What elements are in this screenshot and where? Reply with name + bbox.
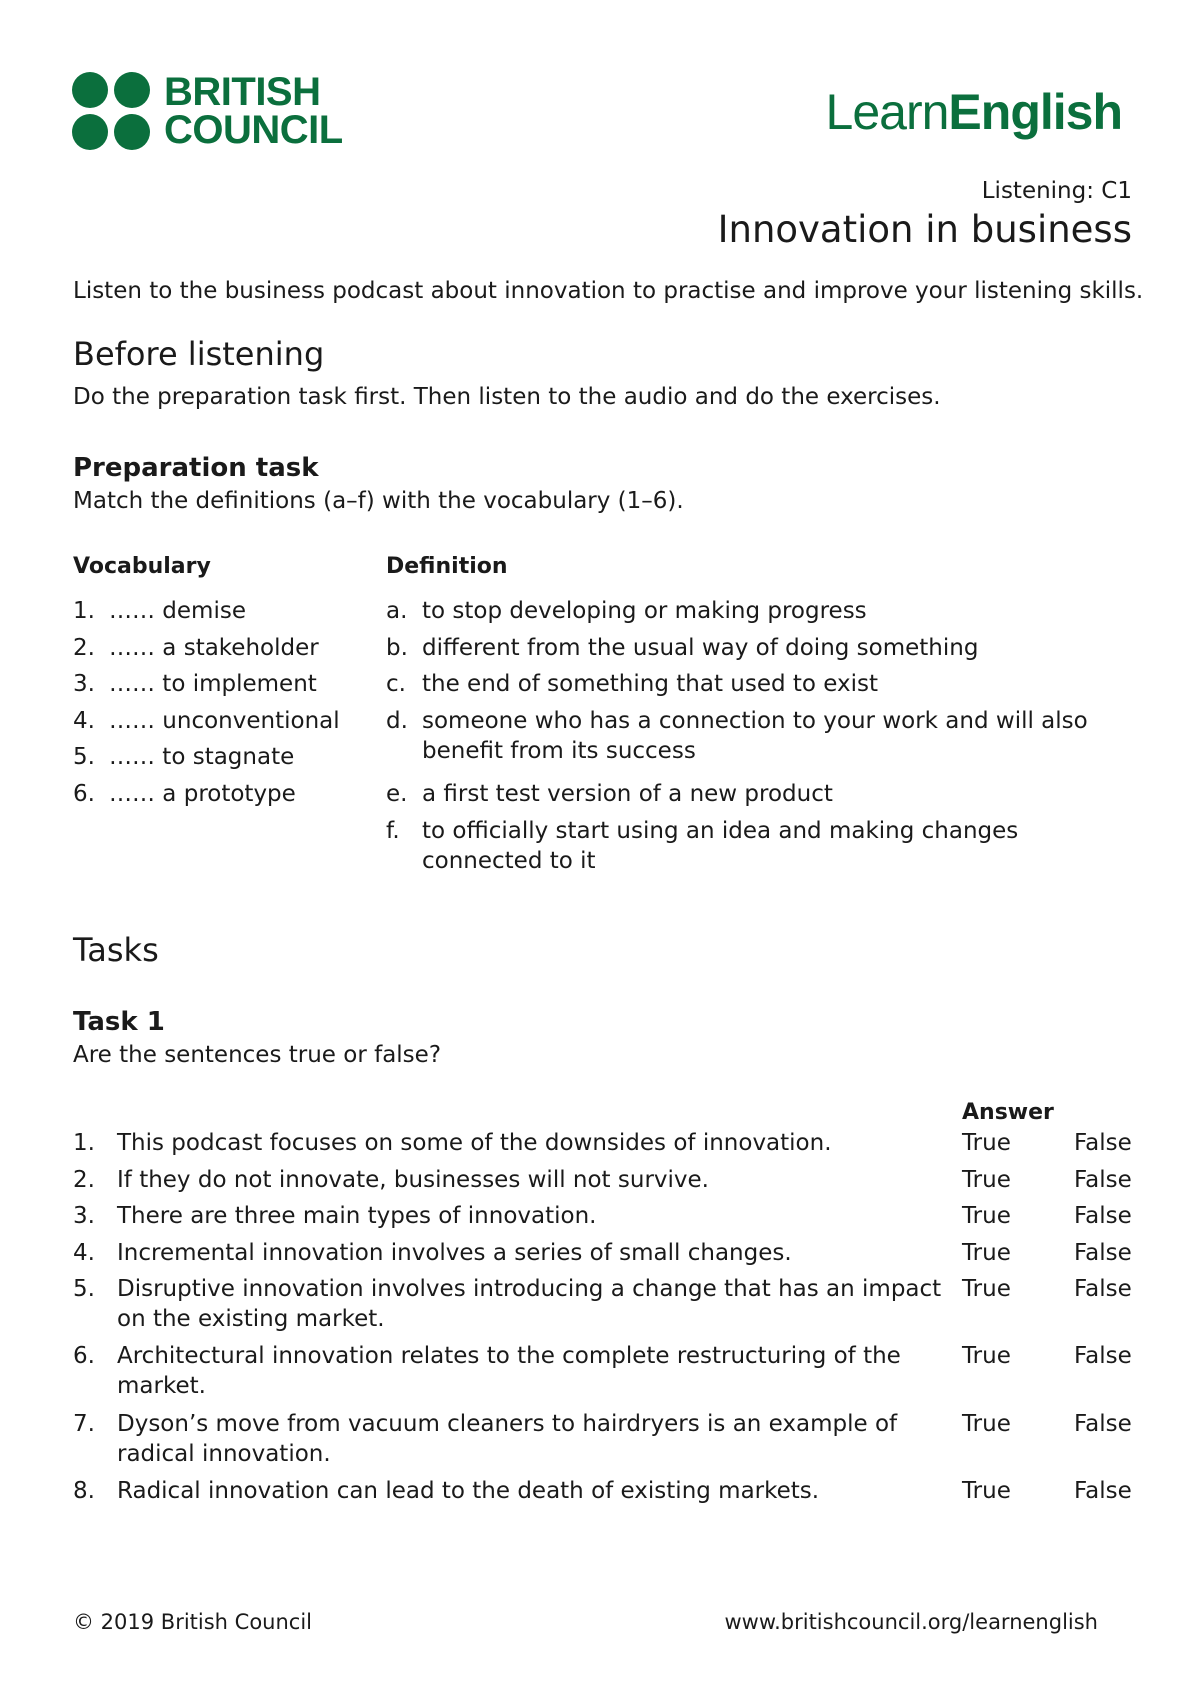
false-option[interactable]: False — [1074, 1478, 1132, 1504]
false-option[interactable]: False — [1074, 1167, 1132, 1193]
task1-item-number: 7. — [73, 1411, 95, 1437]
true-option[interactable]: True — [962, 1343, 1011, 1369]
true-option[interactable]: True — [962, 1411, 1011, 1437]
vocabulary-term[interactable]: …… a prototype — [109, 781, 296, 807]
true-option[interactable]: True — [962, 1240, 1011, 1266]
bc-logo-line1: BRITISH — [164, 70, 321, 114]
false-option[interactable]: False — [1074, 1276, 1132, 1302]
task1-heading: Task 1 — [73, 1007, 165, 1037]
task1-item-number: 4. — [73, 1240, 95, 1266]
statement-line: Radical innovation can lead to the death of existing markets. — [117, 1478, 820, 1504]
definition-line: connected to it — [422, 848, 596, 874]
statement-line: on the existing market. — [117, 1306, 385, 1332]
definition-line: the end of something that used to exist — [422, 671, 879, 697]
statement-line: There are three main types of innovation. — [117, 1203, 597, 1229]
footer-url[interactable]: www.britishcouncil.org/learnenglish — [724, 1610, 1098, 1634]
definition-line: different from the usual way of doing something — [422, 635, 979, 661]
definition-header: Definition — [386, 554, 508, 579]
definition-text — [422, 669, 878, 699]
vocabulary-term[interactable]: …… to stagnate — [109, 744, 295, 770]
statement-line: If they do not innovate, businesses will not survive. — [117, 1167, 709, 1193]
vocabulary-term[interactable]: …… unconventional — [109, 708, 340, 734]
definition-line: a first test version of a new product — [422, 781, 833, 807]
definition-letter: a. — [386, 598, 408, 624]
task1-statement — [117, 1409, 897, 1469]
definition-line: to officially start using an idea and making changes — [422, 818, 1019, 844]
true-option[interactable]: True — [962, 1130, 1011, 1156]
definition-text — [422, 633, 978, 663]
task1-statement — [117, 1274, 941, 1334]
vocabulary-number: 4. — [73, 708, 95, 734]
vocabulary-number: 2. — [73, 635, 95, 661]
true-option[interactable]: True — [962, 1203, 1011, 1229]
le-logo-part1: Learn — [825, 84, 949, 140]
learnenglish-logo — [826, 84, 1122, 140]
definition-letter: b. — [386, 635, 408, 661]
false-option[interactable]: False — [1074, 1203, 1132, 1229]
level-label: Listening: C1 — [981, 178, 1132, 204]
vocabulary-term[interactable]: …… a stakeholder — [109, 635, 319, 661]
statement-line: market. — [117, 1373, 206, 1399]
statement-line: Dyson’s move from vacuum cleaners to hairdryers is an example of — [117, 1411, 898, 1437]
true-option[interactable]: True — [962, 1167, 1011, 1193]
true-option[interactable]: True — [962, 1478, 1011, 1504]
page-title: Innovation in business — [717, 208, 1132, 251]
definition-line: benefit from its success — [422, 738, 696, 764]
answer-header: Answer — [962, 1100, 1054, 1125]
task1-statement — [117, 1341, 901, 1401]
statement-line: radical innovation. — [117, 1441, 331, 1467]
copyright: © 2019 British Council — [73, 1610, 313, 1634]
false-option[interactable]: False — [1074, 1130, 1132, 1156]
task1-statement — [117, 1476, 819, 1506]
vocabulary-number: 1. — [73, 598, 95, 624]
before-listening-heading: Before listening — [73, 335, 325, 373]
definition-letter: f. — [386, 818, 400, 844]
intro-text: Listen to the business podcast about innovation to practise and improve your listening skills. — [73, 278, 1144, 304]
true-option[interactable]: True — [962, 1276, 1011, 1302]
statement-line: This podcast focuses on some of the downsides of innovation. — [117, 1130, 832, 1156]
definition-text — [422, 596, 867, 626]
definition-letter: d. — [386, 708, 408, 734]
definition-text — [422, 706, 1088, 766]
task1-statement — [117, 1238, 792, 1268]
le-logo-part2: English — [948, 84, 1122, 140]
british-council-dots-icon — [72, 72, 152, 150]
task1-item-number: 8. — [73, 1478, 95, 1504]
false-option[interactable]: False — [1074, 1240, 1132, 1266]
vocabulary-header: Vocabulary — [73, 554, 211, 579]
vocabulary-term[interactable]: …… demise — [109, 598, 246, 624]
preparation-instruction: Match the definitions (a–f) with the vocabulary (1–6). — [73, 488, 684, 514]
vocabulary-number: 5. — [73, 744, 95, 770]
preparation-heading: Preparation task — [73, 453, 319, 483]
task1-item-number: 2. — [73, 1167, 95, 1193]
statement-line: Incremental innovation involves a series of small changes. — [117, 1240, 792, 1266]
definition-letter: e. — [386, 781, 408, 807]
false-option[interactable]: False — [1074, 1343, 1132, 1369]
vocabulary-number: 3. — [73, 671, 95, 697]
statement-line: Architectural innovation relates to the complete restructuring of the — [117, 1343, 901, 1369]
task1-item-number: 1. — [73, 1130, 95, 1156]
vocabulary-term[interactable]: …… to implement — [109, 671, 317, 697]
task1-item-number: 3. — [73, 1203, 95, 1229]
definition-text — [422, 779, 833, 809]
definition-line: someone who has a connection to your work and will also — [422, 708, 1088, 734]
vocabulary-number: 6. — [73, 781, 95, 807]
definition-letter: c. — [386, 671, 406, 697]
task1-instruction: Are the sentences true or false? — [73, 1042, 442, 1068]
definition-line: to stop developing or making progress — [422, 598, 867, 624]
before-listening-text: Do the preparation task first. Then listen to the audio and do the exercises. — [73, 384, 941, 410]
task1-statement — [117, 1128, 832, 1158]
task1-statement — [117, 1201, 596, 1231]
british-council-logo — [72, 72, 343, 150]
definition-text — [422, 816, 1018, 876]
tasks-heading: Tasks — [73, 931, 159, 969]
task1-statement — [117, 1165, 709, 1195]
task1-item-number: 5. — [73, 1276, 95, 1302]
false-option[interactable]: False — [1074, 1411, 1132, 1437]
statement-line: Disruptive innovation involves introducing a change that has an impact — [117, 1276, 942, 1302]
bc-logo-line2: COUNCIL — [164, 108, 343, 152]
task1-item-number: 6. — [73, 1343, 95, 1369]
